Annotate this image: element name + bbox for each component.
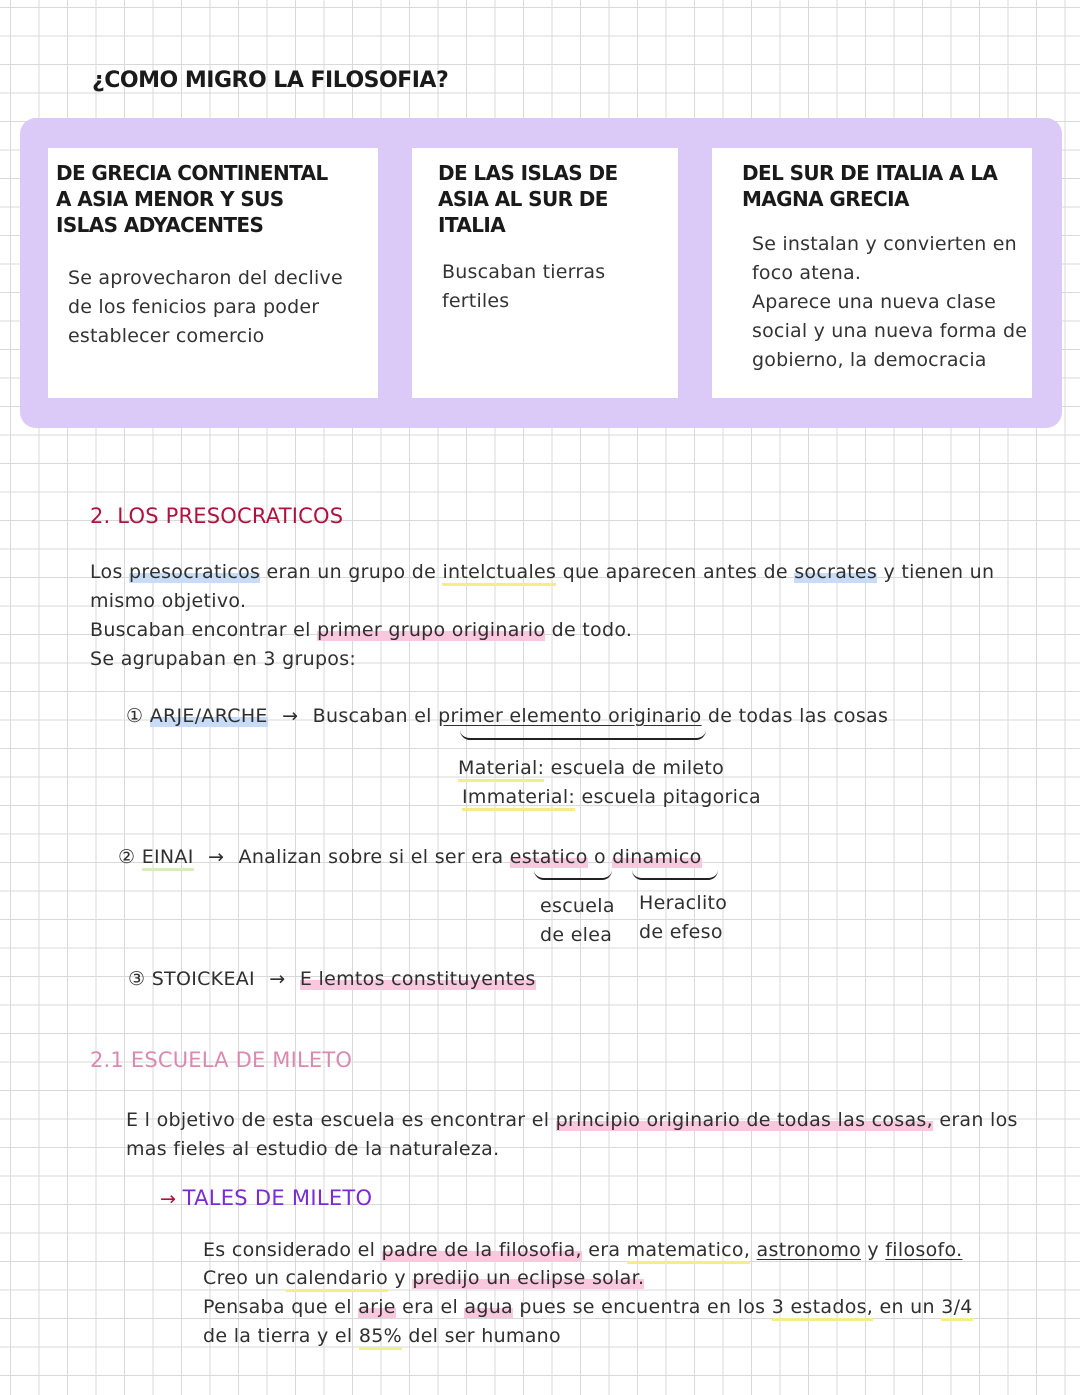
group-2-name: EINAI [142, 846, 194, 871]
intro-keyword-intelctuales: intelctuales [442, 561, 556, 586]
brace-icon [534, 870, 612, 880]
brace-icon [460, 730, 706, 740]
tales-line-4 [203, 1322, 561, 1351]
group-1-text: Buscaban el [312, 705, 432, 727]
arrow-icon: → [282, 705, 299, 727]
tales-keyword: 3 estados, [772, 1296, 873, 1321]
column-1-heading: DE GRECIA CONTINENTAL A ASIA MENOR Y SUS ISLAS ADYACENTES [56, 161, 328, 237]
tales-keyword: matematico, [627, 1239, 751, 1264]
mileto-text: eran los [939, 1109, 1018, 1131]
migration-table [20, 118, 1062, 428]
static-school-1: escuela [540, 895, 615, 917]
immaterial-value: escuela pitagorica [581, 786, 761, 808]
column-3 [712, 148, 1032, 398]
tales-line-2 [203, 1264, 644, 1293]
column-1 [48, 148, 378, 398]
tales-keyword: agua [464, 1296, 513, 1318]
group-1-keyword: primer elemento originario [438, 705, 702, 727]
column-3-text-2: Aparece una nueva clase social y una nueva forma de gobierno, la democracia [752, 291, 1028, 371]
column-2-heading: DE LAS ISLAS DE ASIA AL SUR DE ITALIA [438, 161, 618, 237]
intro-line-3 [90, 616, 632, 645]
tales-text: y [867, 1239, 879, 1261]
group-2-text: Analizan sobre si el ser era [238, 846, 504, 868]
material-label: Material: [458, 757, 544, 782]
group-2-row [118, 843, 702, 872]
section-21-title: 2.1 ESCUELA DE MILETO [90, 1048, 353, 1072]
group-3-name: STOICKEAI [151, 968, 255, 990]
tales-text: y [394, 1267, 406, 1289]
column-2 [412, 148, 678, 398]
tales-text: del ser humano [408, 1325, 561, 1347]
mileto-text: E l objetivo de esta escuela es encontrar el [126, 1109, 550, 1131]
tales-keyword: calendario [286, 1267, 389, 1292]
mileto-line-2: mas fieles al estudio de la naturaleza. [126, 1138, 500, 1160]
intro-text: de todo. [551, 619, 633, 641]
group-3-text: E lemtos constituyentes [299, 968, 536, 990]
intro-text: que aparecen antes de [562, 561, 788, 583]
page-title: ¿COMO MIGRO LA FILOSOFIA? [92, 68, 449, 93]
mileto-line-1 [126, 1106, 1018, 1135]
intro-word: Los [90, 561, 123, 583]
dynamic-school-2: de efeso [639, 921, 723, 943]
section-2-title: 2. LOS PRESOCRATICOS [90, 504, 344, 528]
tales-keyword: 85% [359, 1325, 402, 1350]
group-3-row [128, 965, 536, 994]
intro-line-2: mismo objetivo. [90, 590, 247, 612]
material-value: escuela de mileto [550, 757, 725, 779]
tales-line-1 [203, 1236, 962, 1265]
column-3-text-1: Se instalan y convierten en foco atena. [752, 233, 1017, 284]
intro-line-4: Se agrupaban en 3 grupos: [90, 648, 357, 670]
group-2-keyword-dinamico: dinamico [612, 846, 702, 868]
group-1-immaterial [462, 783, 761, 812]
group-2-keyword-estatico: estatico [509, 846, 588, 868]
tales-keyword: filosofo. [885, 1239, 963, 1261]
mileto-keyword: principio originario de todas las cosas, [555, 1109, 933, 1131]
immaterial-label: Immaterial: [462, 786, 575, 811]
tales-keyword: 3/4 [941, 1296, 972, 1321]
tales-text: Es considerado el [203, 1239, 376, 1261]
tales-text: en un [879, 1296, 935, 1318]
circled-number-1: ① [126, 705, 144, 727]
arrow-icon: → [269, 968, 286, 990]
dynamic-school-1: Heraclito [639, 892, 728, 914]
tales-keyword: arje [358, 1296, 396, 1318]
group-1-text: de todas las cosas [707, 705, 889, 727]
group-1-material [458, 754, 724, 783]
tales-keyword: padre de la filosofia, [381, 1239, 582, 1261]
brace-icon [632, 870, 718, 880]
group-1-row [126, 702, 888, 731]
tales-heading [160, 1184, 372, 1214]
group-2-text: o [593, 846, 606, 868]
arrow-icon: → [160, 1188, 177, 1210]
tales-text: de la tierra y el [203, 1325, 353, 1347]
intro-keyword-socrates: socrates [794, 561, 878, 583]
tales-keyword: predijo un eclipse solar. [412, 1267, 645, 1289]
tales-line-3 [203, 1293, 973, 1322]
intro-line-1 [90, 558, 994, 587]
tales-text: era [588, 1239, 621, 1261]
intro-text: Buscaban encontrar el [90, 619, 311, 641]
tales-keyword: astronomo [756, 1239, 862, 1261]
tales-text: pues se encuentra en los [519, 1296, 766, 1318]
tales-text: Pensaba que el [203, 1296, 352, 1318]
tales-title: TALES DE MILETO [182, 1186, 373, 1210]
circled-number-3: ③ [128, 968, 146, 990]
intro-text: y tienen un [883, 561, 995, 583]
group-1-name: ARJE/ARCHE [149, 705, 268, 727]
intro-keyword-primer-grupo: primer grupo originario [317, 619, 546, 641]
arrow-icon: → [207, 846, 225, 868]
column-2-text: Buscaban tierras fertiles [442, 261, 606, 312]
tales-text: era el [402, 1296, 459, 1318]
column-1-text: Se aprovecharon del declive de los fenicios para poder establecer comercio [68, 267, 343, 347]
intro-keyword-presocraticos: presocraticos [129, 561, 261, 583]
static-school-2: de elea [540, 924, 613, 946]
tales-text: Creo un [203, 1267, 280, 1289]
intro-text: eran un grupo de [266, 561, 437, 583]
column-3-heading: DEL SUR DE ITALIA A LA MAGNA GRECIA [742, 161, 998, 211]
circled-number-2: ② [118, 846, 136, 868]
